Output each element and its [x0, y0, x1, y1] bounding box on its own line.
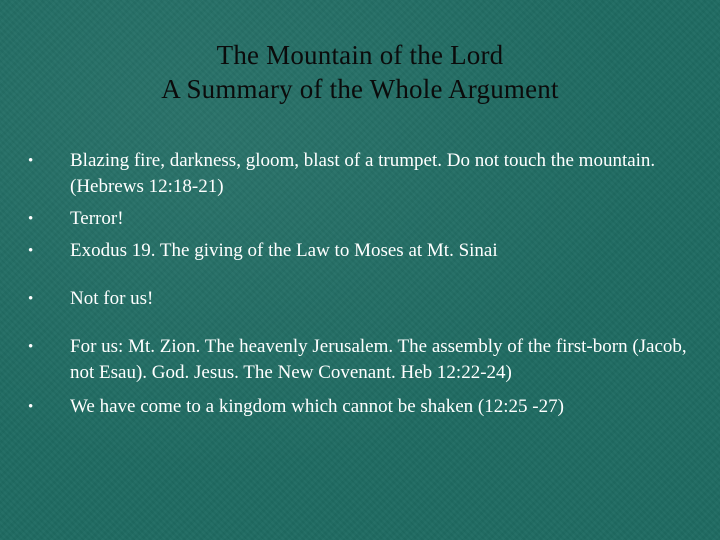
bullet-list [26, 148, 698, 420]
bullet-icon: • [28, 339, 34, 355]
bullet-icon: • [28, 243, 34, 259]
bullet-text: Exodus 19. The giving of the Law to Moses at Mt. Sinai [70, 240, 498, 261]
bullet-text: Blazing fire, darkness, gloom, blast of a trumpet. Do not touch the mountain. (Hebrews 12:18-21) [70, 150, 656, 197]
title-line-1: The Mountain of the Lord [216, 40, 504, 70]
bullet-icon: • [28, 291, 34, 307]
bullet-item [26, 148, 698, 200]
bullet-item [26, 394, 698, 420]
bullet-icon: • [28, 399, 34, 415]
bullet-icon: • [28, 211, 34, 227]
bullet-text: For us: Mt. Zion. The heavenly Jerusalem. The assembly of the first-born (Jacob, not Esau). God. Jesus. The New Covenant. Heb 12:22-24) [70, 336, 687, 383]
slide-title [0, 38, 720, 106]
bullet-item [26, 206, 698, 232]
bullet-item [26, 238, 698, 264]
title-line-2: A Summary of the Whole Argument [161, 74, 559, 104]
bullet-text: Not for us! [70, 288, 154, 309]
bullet-item [26, 334, 698, 386]
bullet-icon: • [28, 153, 34, 169]
bullet-item [26, 286, 698, 312]
bullet-text: Terror! [70, 208, 124, 229]
bullet-text: We have come to a kingdom which cannot be shaken (12:25 -27) [70, 396, 564, 417]
